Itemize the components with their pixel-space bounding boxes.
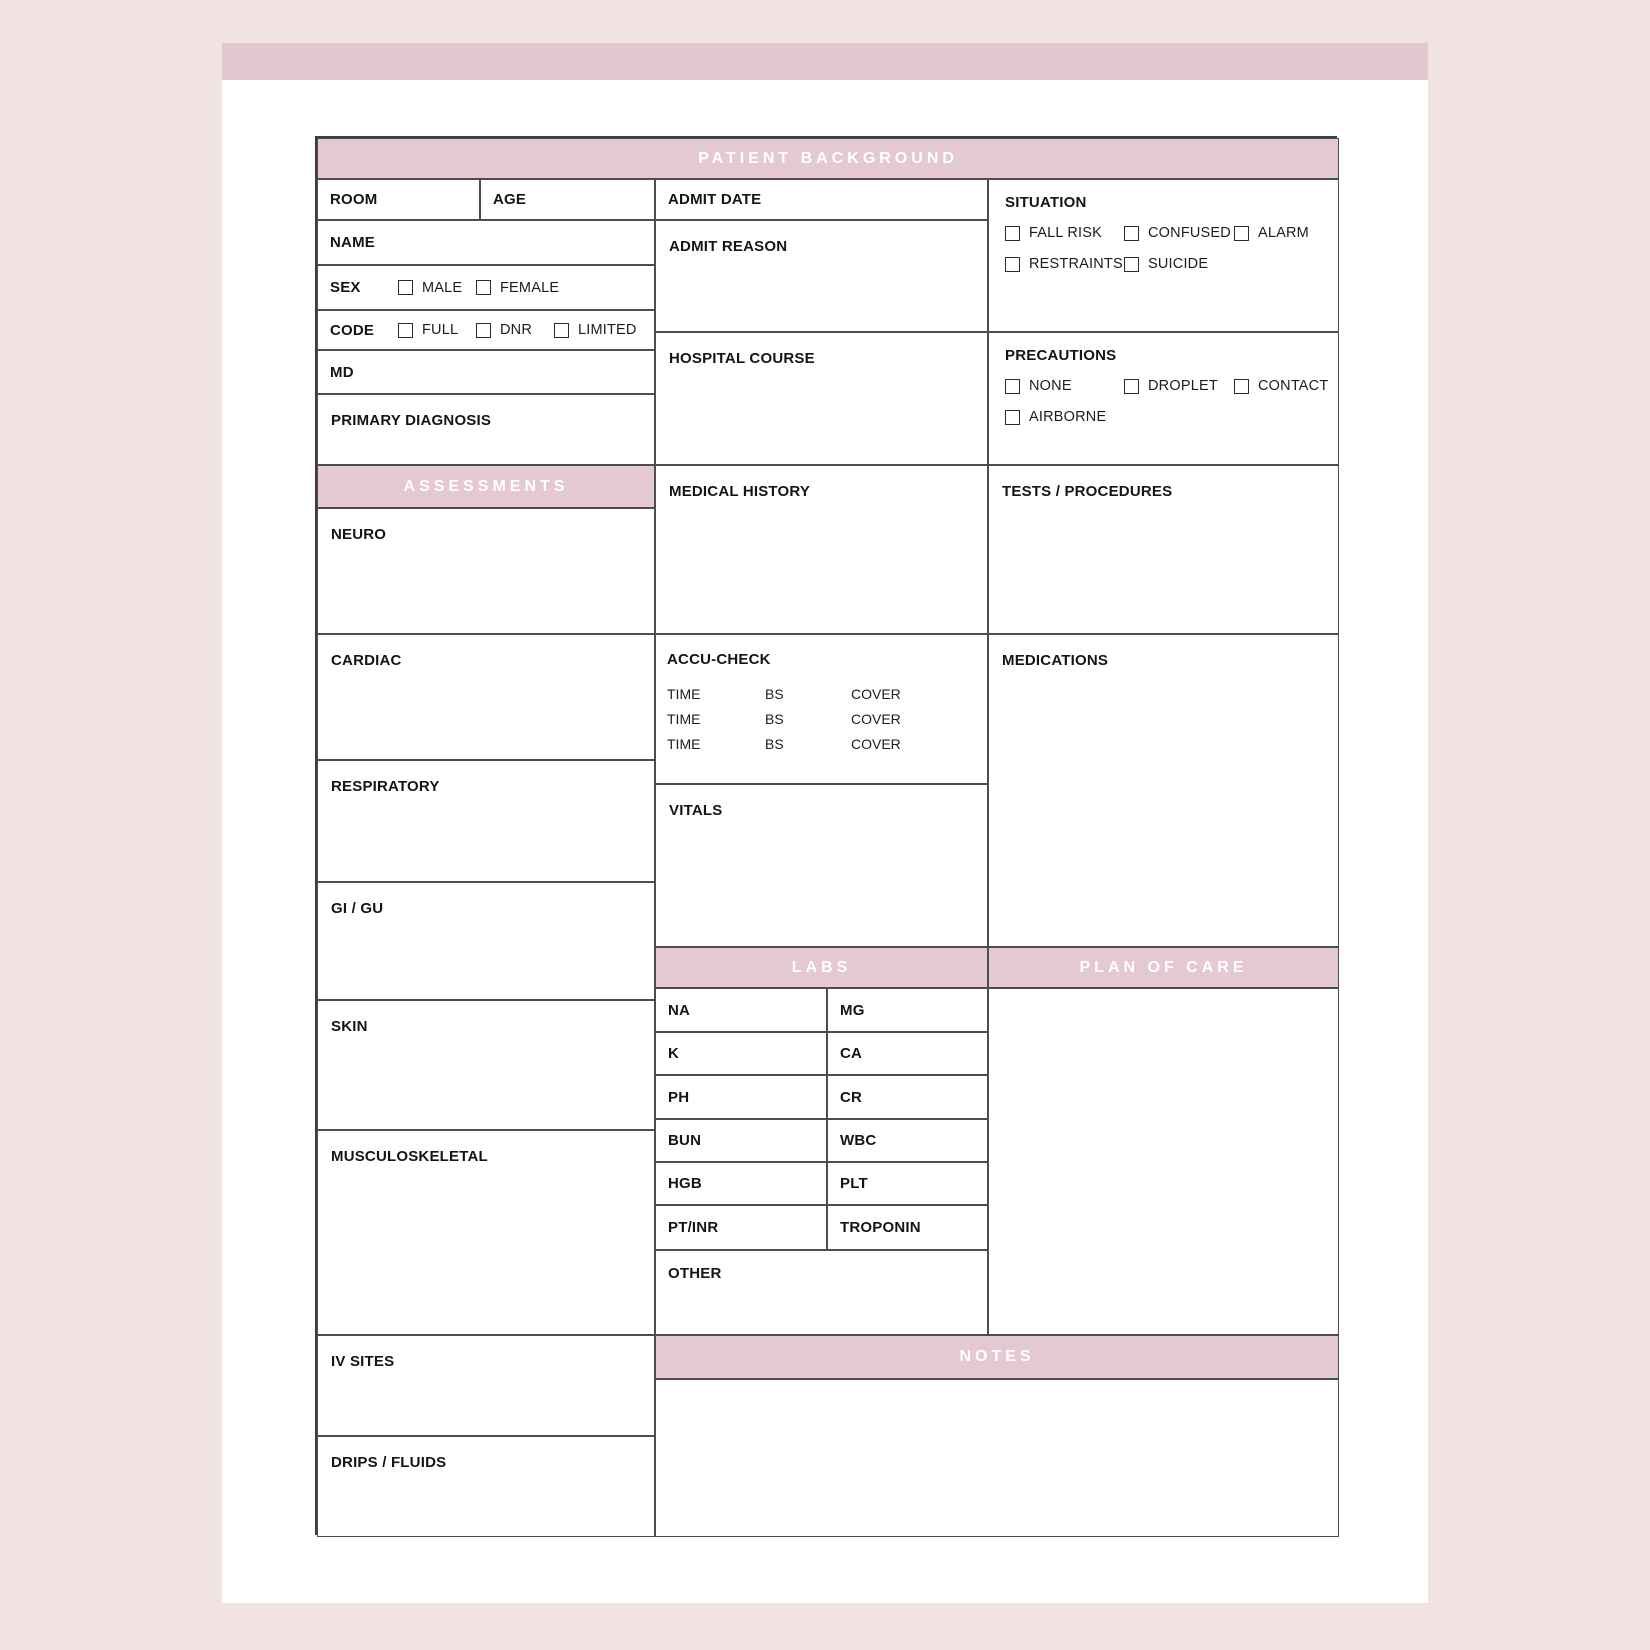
female-checkbox-label: FEMALE <box>500 279 560 296</box>
gi-gu-field[interactable] <box>317 882 655 1000</box>
medical-history-label: MEDICAL HISTORY <box>669 483 811 500</box>
accu-check-label: ACCU-CHECK <box>667 651 771 668</box>
accu-check-grid <box>667 686 987 752</box>
notes-field[interactable] <box>655 1379 1339 1537</box>
suicide-checkbox-label: SUICIDE <box>1148 256 1209 272</box>
room-field[interactable] <box>317 179 480 220</box>
sex-option-female[interactable] <box>476 280 559 296</box>
precautions-option-none[interactable] <box>1005 378 1124 394</box>
admit-date-field[interactable] <box>655 179 988 220</box>
lab-k-field[interactable] <box>655 1032 827 1075</box>
lab-troponin-field[interactable] <box>827 1205 988 1250</box>
code-option-limited[interactable] <box>554 322 637 338</box>
sex-field <box>317 265 655 310</box>
bs-label: BS <box>765 711 784 727</box>
primary-diagnosis-label: PRIMARY DIAGNOSIS <box>331 412 492 429</box>
airborne-checkbox[interactable] <box>1005 410 1020 425</box>
name-label: NAME <box>330 234 375 251</box>
restraints-checkbox[interactable] <box>1005 257 1020 272</box>
precautions-option-airborne[interactable] <box>1005 409 1124 425</box>
patient-background-header: PATIENT BACKGROUND <box>317 138 1339 179</box>
bs-label: BS <box>765 736 784 752</box>
notes-header: NOTES <box>655 1335 1339 1379</box>
medications-field[interactable] <box>988 634 1339 947</box>
droplet-checkbox-label: DROPLET <box>1148 378 1218 394</box>
lab-troponin-label: TROPONIN <box>840 1219 921 1236</box>
medications-label: MEDICATIONS <box>1002 652 1109 669</box>
code-label: CODE <box>330 321 375 339</box>
droplet-checkbox[interactable] <box>1124 379 1139 394</box>
accu-check-field[interactable] <box>655 634 988 784</box>
situation-option-restraints[interactable] <box>1005 256 1124 272</box>
tests-procedures-label: TESTS / PROCEDURES <box>1002 483 1173 500</box>
admit-date-label: ADMIT DATE <box>668 191 762 208</box>
lab-ptinr-label: PT/INR <box>668 1219 719 1236</box>
lab-ptinr-field[interactable] <box>655 1205 827 1250</box>
name-field[interactable] <box>317 220 655 265</box>
lab-ph-field[interactable] <box>655 1075 827 1119</box>
respiratory-field[interactable] <box>317 760 655 882</box>
lab-ca-field[interactable] <box>827 1032 988 1075</box>
precautions-option-contact[interactable] <box>1234 378 1338 394</box>
lab-hgb-field[interactable] <box>655 1162 827 1205</box>
contact-checkbox-label: CONTACT <box>1258 378 1329 394</box>
admit-reason-field[interactable] <box>655 220 988 332</box>
skin-label: SKIN <box>331 1018 368 1035</box>
none-checkbox[interactable] <box>1005 379 1020 394</box>
musculoskeletal-label: MUSCULOSKELETAL <box>331 1148 488 1165</box>
restraints-checkbox-label: RESTRAINTS <box>1029 256 1123 272</box>
admit-reason-label: ADMIT REASON <box>669 238 788 255</box>
lab-ca-label: CA <box>840 1045 863 1062</box>
lab-na-field[interactable] <box>655 988 827 1032</box>
situation-field <box>988 179 1339 332</box>
assessments-header: ASSESSMENTS <box>317 465 655 508</box>
medical-history-field[interactable] <box>655 465 988 634</box>
code-option-dnr[interactable] <box>476 322 554 338</box>
lab-bun-label: BUN <box>668 1132 702 1149</box>
labs-header: LABS <box>655 947 988 988</box>
suicide-checkbox[interactable] <box>1124 257 1139 272</box>
patient-report-form <box>315 136 1337 1535</box>
airborne-checkbox-label: AIRBORNE <box>1029 409 1107 425</box>
situation-option-fall-risk[interactable] <box>1005 225 1124 241</box>
precautions-options <box>989 378 1338 425</box>
vitals-label: VITALS <box>669 802 723 819</box>
neuro-label: NEURO <box>331 526 387 543</box>
neuro-field[interactable] <box>317 508 655 634</box>
lab-other-field[interactable] <box>655 1250 988 1335</box>
sex-option-male[interactable] <box>398 280 476 296</box>
cover-label: COVER <box>851 736 901 752</box>
cover-label: COVER <box>851 711 901 727</box>
gi-gu-label: GI / GU <box>331 900 384 917</box>
alarm-checkbox[interactable] <box>1234 226 1249 241</box>
lab-wbc-field[interactable] <box>827 1119 988 1162</box>
time-label: TIME <box>667 736 701 752</box>
confused-checkbox-label: CONFUSED <box>1148 225 1231 241</box>
dnr-checkbox-label: DNR <box>500 322 533 338</box>
precautions-label: PRECAUTIONS <box>1005 347 1117 364</box>
precautions-field <box>988 332 1339 465</box>
female-checkbox[interactable] <box>476 280 491 295</box>
respiratory-label: RESPIRATORY <box>331 778 440 795</box>
plan-of-care-field[interactable] <box>988 988 1339 1335</box>
sex-label: SEX <box>330 279 361 296</box>
lab-cr-field[interactable] <box>827 1075 988 1119</box>
time-label: TIME <box>667 711 701 727</box>
room-label: ROOM <box>330 191 378 208</box>
situation-option-confused[interactable] <box>1124 225 1234 241</box>
lab-mg-label: MG <box>840 1001 865 1019</box>
bs-label: BS <box>765 686 784 702</box>
age-label: AGE <box>493 191 527 208</box>
md-field[interactable] <box>317 350 655 394</box>
vitals-field[interactable] <box>655 784 988 947</box>
md-label: MD <box>330 363 354 381</box>
cardiac-field[interactable] <box>317 634 655 760</box>
fall-risk-checkbox-label: FALL RISK <box>1029 225 1102 241</box>
primary-diagnosis-field[interactable] <box>317 394 655 465</box>
code-option-full[interactable] <box>398 322 476 338</box>
iv-sites-field[interactable] <box>317 1335 655 1436</box>
limited-checkbox-label: LIMITED <box>578 322 637 338</box>
cover-label: COVER <box>851 686 901 702</box>
lab-bun-field[interactable] <box>655 1119 827 1162</box>
lab-plt-label: PLT <box>840 1175 868 1192</box>
none-checkbox-label: NONE <box>1029 378 1072 394</box>
musculoskeletal-field[interactable] <box>317 1130 655 1335</box>
code-field <box>317 310 655 350</box>
lab-wbc-label: WBC <box>840 1132 877 1149</box>
drips-fluids-field[interactable] <box>317 1436 655 1537</box>
situation-options <box>989 225 1338 272</box>
skin-field[interactable] <box>317 1000 655 1130</box>
alarm-checkbox-label: ALARM <box>1258 225 1309 241</box>
lab-mg-field[interactable] <box>827 988 988 1032</box>
tests-procedures-field[interactable] <box>988 465 1339 634</box>
confused-checkbox[interactable] <box>1124 226 1139 241</box>
lab-na-label: NA <box>668 1001 691 1019</box>
situation-option-suicide[interactable] <box>1124 256 1234 272</box>
plan-of-care-header: PLAN OF CARE <box>988 947 1339 988</box>
limited-checkbox[interactable] <box>554 323 569 338</box>
full-checkbox-label: FULL <box>422 322 459 338</box>
contact-checkbox[interactable] <box>1234 379 1249 394</box>
situation-label: SITUATION <box>1005 194 1087 211</box>
drips-fluids-label: DRIPS / FLUIDS <box>331 1454 447 1471</box>
age-field[interactable] <box>480 179 655 220</box>
precautions-option-droplet[interactable] <box>1124 378 1234 394</box>
full-checkbox[interactable] <box>398 323 413 338</box>
hospital-course-field[interactable] <box>655 332 988 465</box>
lab-plt-field[interactable] <box>827 1162 988 1205</box>
top-accent-band <box>222 43 1428 80</box>
lab-ph-label: PH <box>668 1088 690 1106</box>
hospital-course-label: HOSPITAL COURSE <box>669 350 815 367</box>
situation-option-alarm[interactable] <box>1234 225 1338 241</box>
fall-risk-checkbox[interactable] <box>1005 226 1020 241</box>
time-label: TIME <box>667 686 701 702</box>
dnr-checkbox[interactable] <box>476 323 491 338</box>
cardiac-label: CARDIAC <box>331 652 402 669</box>
lab-k-label: K <box>668 1045 680 1062</box>
male-checkbox[interactable] <box>398 280 413 295</box>
male-checkbox-label: MALE <box>422 279 463 296</box>
iv-sites-label: IV SITES <box>331 1353 395 1370</box>
lab-other-label: OTHER <box>668 1265 722 1282</box>
lab-hgb-label: HGB <box>668 1175 702 1192</box>
lab-cr-label: CR <box>840 1088 863 1106</box>
